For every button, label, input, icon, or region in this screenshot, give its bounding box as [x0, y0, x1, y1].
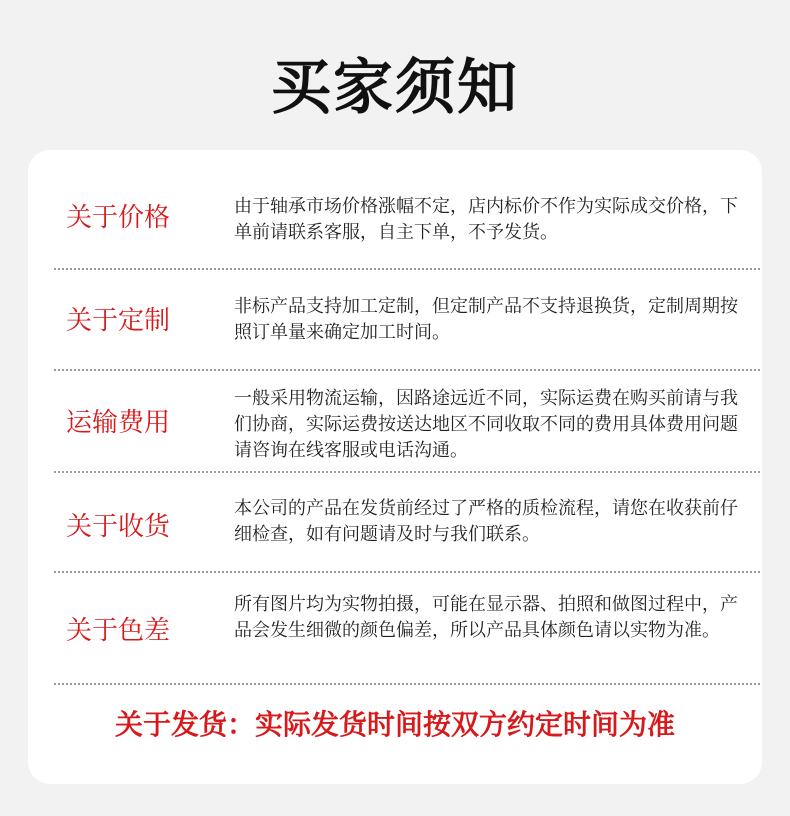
section-label-price: 关于价格 [66, 203, 171, 233]
section-text-color-difference: 所有图片均为实物拍摄，可能在显示器、拍照和做图过程中，产品会发生细微的颜色偏差，所以产品具体颜色请以实物为准。 [234, 594, 738, 641]
divider [54, 471, 760, 473]
divider [54, 571, 760, 573]
page-title: 买家须知 [271, 53, 519, 123]
section-text-receiving: 本公司的产品在发货前经过了严格的质检流程，请您在收获前仔细检查，如有问题请及时与我们联系。 [234, 498, 738, 545]
section-text-shipping-cost: 一般采用物流运输，因路途远近不同，实际运费在购买前请与我们协商，实际运费按送达地区不同收取不同的费用具体费用问题请咨询在线客服或电话沟通。 [234, 388, 738, 461]
divider [54, 683, 760, 685]
notice-card [28, 150, 762, 784]
delivery-note: 关于发货：实际发货时间按双方约定时间为准 [114, 708, 675, 741]
section-label-color-difference: 关于色差 [66, 616, 171, 646]
section-label-receiving: 关于收货 [66, 512, 171, 542]
section-text-custom: 非标产品支持加工定制，但定制产品不支持退换货，定制周期按照订单量来确定加工时间。 [234, 296, 738, 343]
section-text-price: 由于轴承市场价格涨幅不定，店内标价不作为实际成交价格，下单前请联系客服，自主下单，不予发货。 [234, 196, 738, 243]
section-label-custom: 关于定制 [66, 306, 171, 336]
section-label-shipping-cost: 运输费用 [66, 408, 171, 438]
divider [54, 268, 760, 270]
divider [54, 369, 760, 371]
